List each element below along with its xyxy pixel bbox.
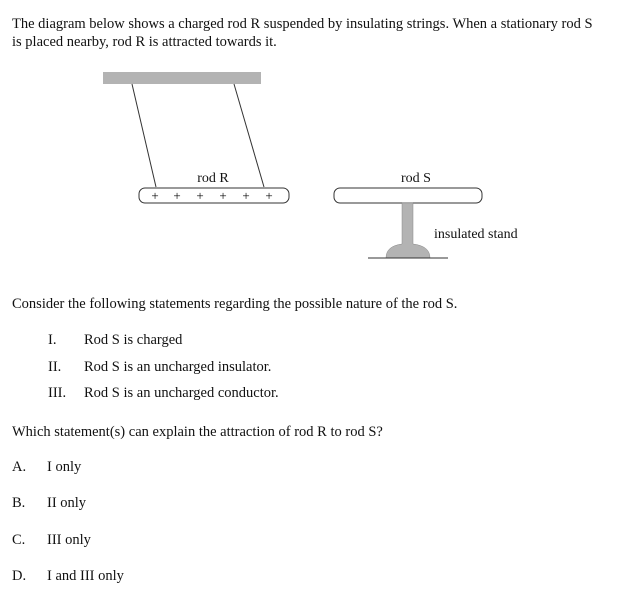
string-right: [234, 84, 264, 187]
statement-text: Rod S is an uncharged insulator.: [84, 359, 272, 375]
option-text: II only: [47, 495, 87, 511]
consider-text: Consider the following statements regarding the possible nature of the rod S.: [12, 296, 458, 312]
rod-s-label: rod S: [401, 171, 431, 186]
charge-plus: +: [196, 188, 204, 203]
rod-s: [334, 188, 482, 203]
statement-numeral: III.: [48, 385, 67, 401]
insulated-stand: [386, 203, 430, 258]
option-text: III only: [47, 532, 91, 548]
question-ask: Which statement(s) can explain the attraction of rod R to rod S?: [12, 424, 383, 440]
rod-r-label: rod R: [197, 171, 229, 186]
rod-diagram: [0, 60, 639, 270]
intro-line-1: The diagram below shows a charged rod R suspended by insulating strings. When a stationary rod S: [12, 16, 593, 32]
charge-plus: +: [151, 188, 159, 203]
ceiling-support: [103, 72, 261, 84]
charge-plus: +: [265, 188, 273, 203]
statement-numeral: II.: [48, 359, 62, 375]
charge-plus: +: [219, 188, 227, 203]
option-text: I and III only: [47, 568, 124, 584]
statement-numeral: I.: [48, 332, 57, 348]
charge-plus: +: [173, 188, 181, 203]
option-letter: C.: [12, 532, 26, 548]
option-letter: B.: [12, 495, 26, 511]
stand-label: insulated stand: [434, 227, 518, 242]
string-left: [132, 84, 156, 187]
intro-line-2: is placed nearby, rod R is attracted towards it.: [12, 34, 277, 50]
statement-text: Rod S is an uncharged conductor.: [84, 385, 279, 401]
option-letter: D.: [12, 568, 27, 584]
option-text: I only: [47, 459, 82, 475]
option-letter: A.: [12, 459, 27, 475]
statement-text: Rod S is charged: [84, 332, 183, 348]
charge-plus: +: [242, 188, 250, 203]
question-intro: [12, 15, 632, 51]
